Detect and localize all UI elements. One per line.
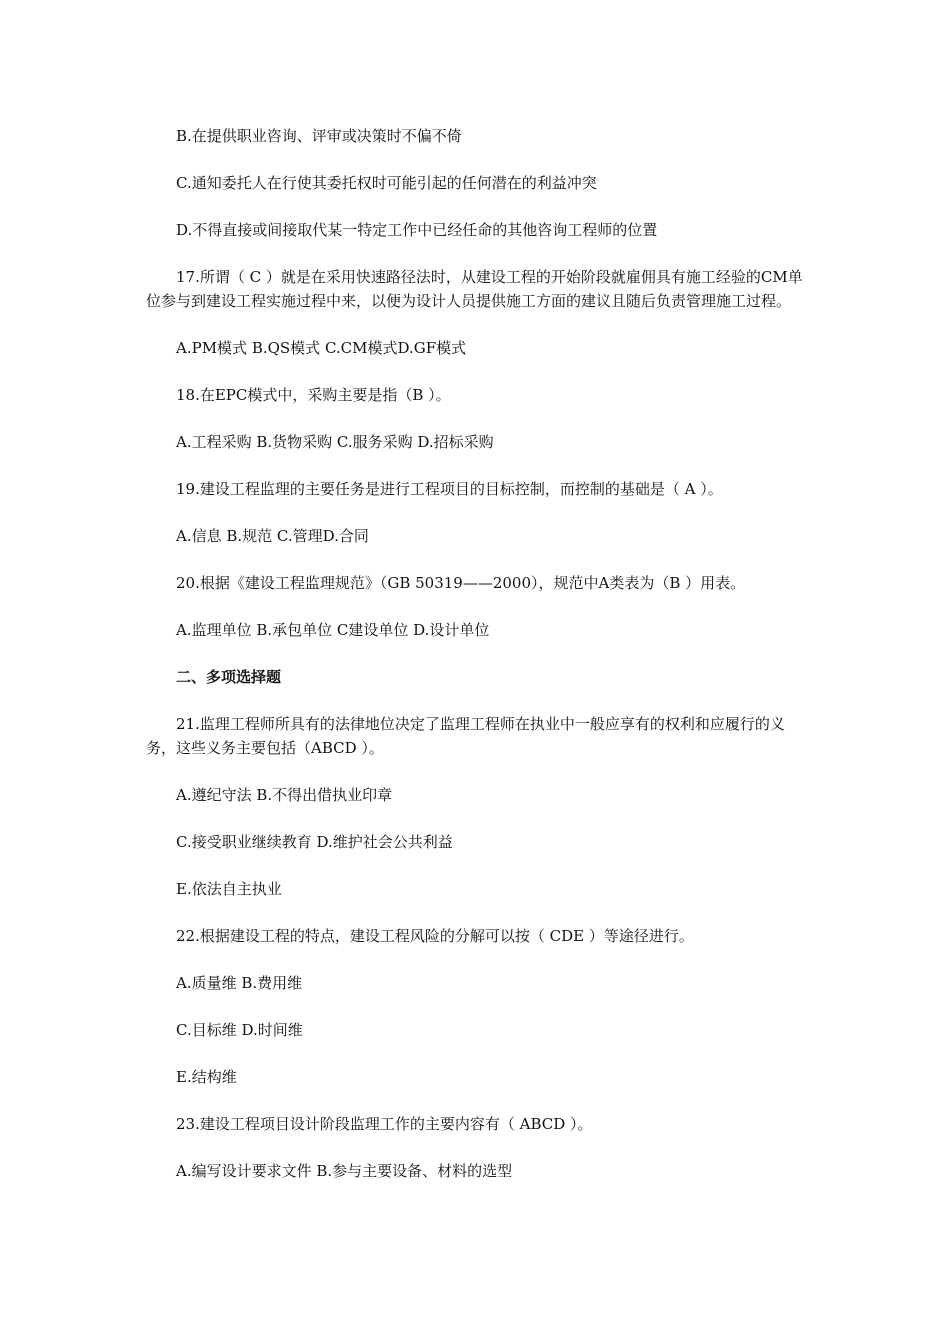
document-body xyxy=(146,124,810,1183)
option-line: A.监理单位 B.承包单位 C建设单位 D.设计单位 xyxy=(176,621,490,639)
question-18: 18.在EPC模式中，采购主要是指（B ）。 xyxy=(176,386,451,404)
question-21: 21.监理工程师所具有的法律地位决定了监理工程师在执业中一般应享有的权利和应履行的义务，这些义务主要包括（ABCD ）。 xyxy=(146,715,785,757)
option-line: A.质量维 B.费用维 xyxy=(176,974,303,992)
option-line: A.工程采购 B.货物采购 C.服务采购 D.招标采购 xyxy=(176,433,494,451)
option-line: A.编写设计要求文件 B.参与主要设备、材料的选型 xyxy=(176,1162,513,1180)
section-heading: 二、多项选择题 xyxy=(176,668,282,686)
option-line: E.结构维 xyxy=(176,1068,237,1086)
question-17: 17.所谓（ C ）就是在采用快速路径法时，从建设工程的开始阶段就雇佣具有施工经验的CM单位参与到建设工程实施过程中来，以便为设计人员提供施工方面的建议且随后负责管理施工过程。 xyxy=(146,268,803,310)
question-23: 23.建设工程项目设计阶段监理工作的主要内容有（ ABCD ）。 xyxy=(176,1115,593,1133)
option-line: C.目标维 D.时间维 xyxy=(176,1021,303,1039)
option-line: C.接受职业继续教育 D.维护社会公共利益 xyxy=(176,833,453,851)
option-line: A.PM模式 B.QS模式 C.CM模式D.GF模式 xyxy=(176,339,467,357)
option-line: B.在提供职业咨询、评审或决策时不偏不倚 xyxy=(176,127,462,145)
question-19: 19.建设工程监理的主要任务是进行工程项目的目标控制，而控制的基础是（ A ）。 xyxy=(176,480,723,498)
option-line: A.信息 B.规范 C.管理D.合同 xyxy=(176,527,369,545)
question-20: 20.根据《建设工程监理规范》（GB 50319——2000），规范中A类表为（B ）用表。 xyxy=(176,574,746,592)
option-line: A.遵纪守法 B.不得出借执业印章 xyxy=(176,786,393,804)
option-line: C.通知委托人在行使其委托权时可能引起的任何潜在的利益冲突 xyxy=(176,174,597,192)
question-22: 22.根据建设工程的特点，建设工程风险的分解可以按（ CDE ）等途径进行。 xyxy=(176,927,694,945)
option-line: D.不得直接或间接取代某一特定工作中已经任命的其他咨询工程师的位置 xyxy=(176,221,658,239)
option-line: E.依法自主执业 xyxy=(176,880,282,898)
